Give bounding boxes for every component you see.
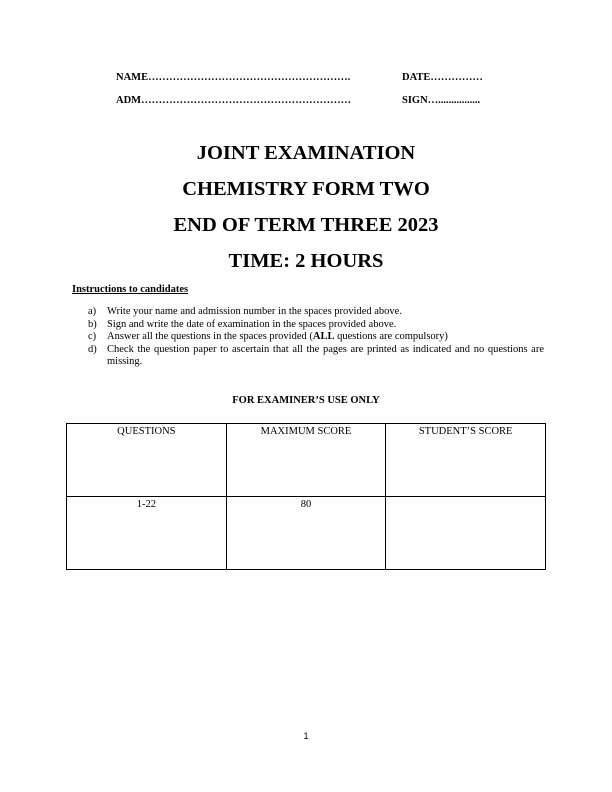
adm-field[interactable]: ADM……………………………………………………	[116, 95, 352, 106]
instruction-text: Sign and write the date of examination in the spaces provided above.	[107, 318, 397, 330]
instructions-list	[88, 306, 544, 369]
header-maximum-score: MAXIMUM SCORE	[226, 424, 386, 497]
header-students-score: STUDENT’S SCORE	[386, 424, 546, 497]
date-field[interactable]: DATE……………	[402, 72, 483, 83]
instruction-marker: c)	[88, 331, 97, 342]
cell-questions: 1-22	[67, 497, 227, 570]
instruction-text: Answer all the questions in the spaces provided (ALL questions are compulsory)	[107, 331, 448, 342]
examiner-heading: FOR EXAMINER’S USE ONLY	[232, 395, 380, 406]
instruction-text: Check the question paper to ascertain that all the pages are printed as indicated and no questions are missing.	[107, 343, 544, 367]
time-title: TIME: 2 HOURS	[228, 250, 384, 272]
subject-title: CHEMISTRY FORM TWO	[182, 178, 430, 200]
cell-maximum-score: 80	[226, 497, 386, 570]
score-table	[66, 423, 546, 570]
table-row	[67, 497, 546, 570]
name-date-line	[116, 72, 483, 83]
instruction-item-c	[88, 331, 544, 344]
exam-title: JOINT EXAMINATION	[196, 142, 416, 164]
instruction-text: Write your name and admission number in the spaces provided above.	[107, 306, 402, 317]
cell-students-score[interactable]	[386, 497, 546, 570]
instruction-item-b	[88, 319, 544, 332]
instruction-marker: d)	[88, 343, 97, 355]
instruction-marker: b)	[88, 318, 97, 330]
instructions-heading: Instructions to candidates	[72, 284, 189, 295]
sign-field[interactable]: SIGN…................	[402, 95, 481, 106]
instruction-item-d	[88, 344, 544, 369]
table-header-row	[67, 424, 546, 497]
name-field[interactable]: NAME………………………………………………….	[116, 72, 351, 83]
adm-sign-line	[116, 95, 480, 106]
term-title: END OF TERM THREE 2023	[173, 214, 439, 236]
emphasis-all: ALL	[312, 331, 335, 342]
header-questions: QUESTIONS	[67, 424, 227, 497]
page-number: 1	[303, 731, 309, 741]
instruction-marker: a)	[88, 306, 97, 317]
instruction-item-a	[88, 306, 544, 319]
